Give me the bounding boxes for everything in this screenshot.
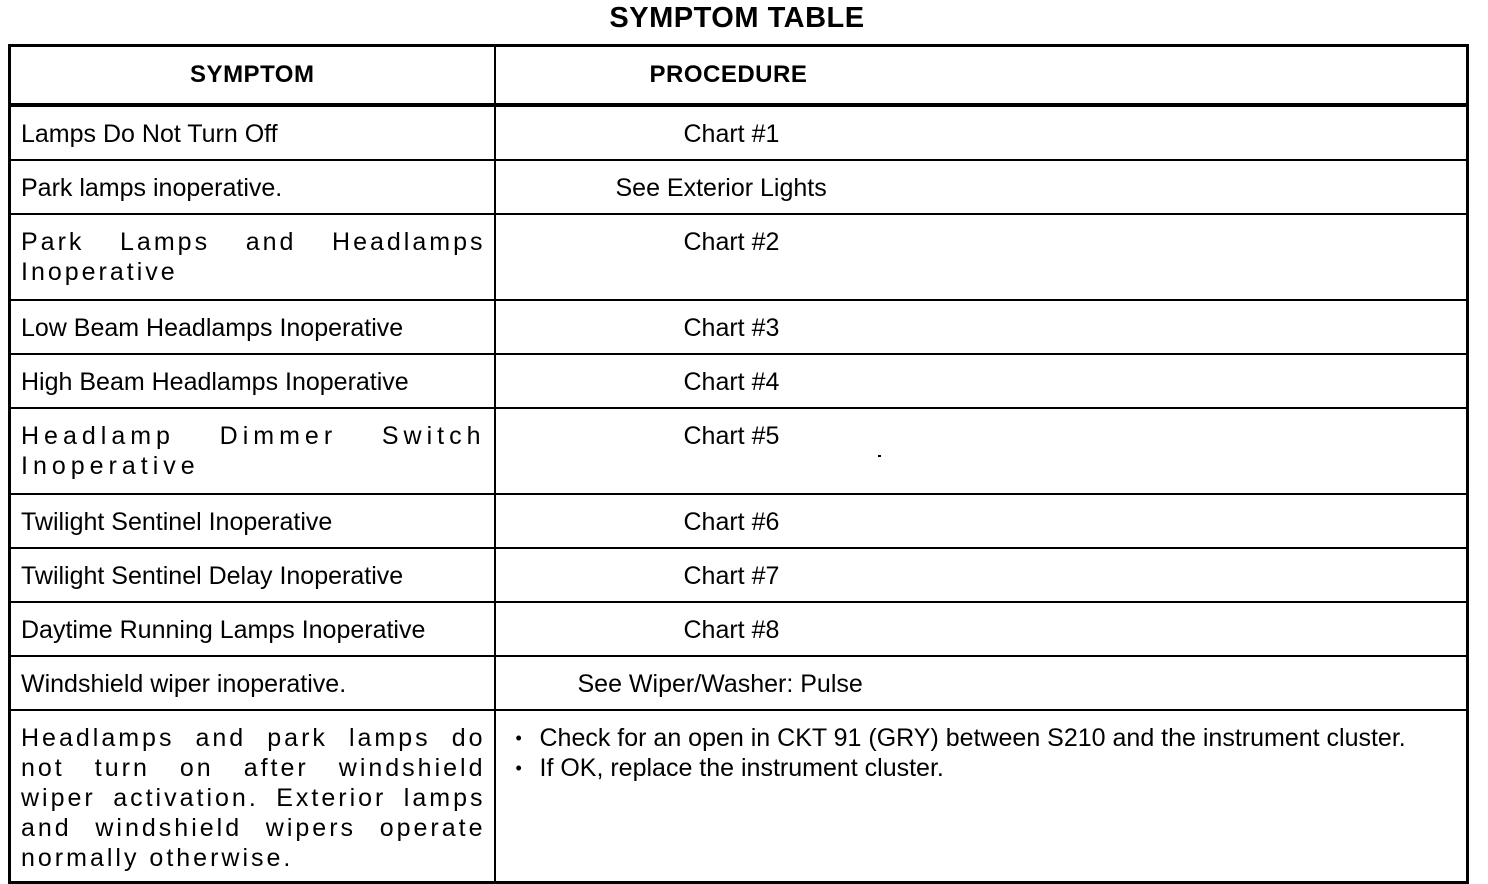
- table-row: [10, 656, 1468, 710]
- procedure-cell: Chart #4: [495, 354, 1468, 408]
- procedure-cell: Chart #8: [495, 602, 1468, 656]
- symptom-cell: Daytime Running Lamps Inoperative: [10, 602, 495, 656]
- page-title: SYMPTOM TABLE: [609, 2, 865, 34]
- procedure-text: Chart #5: [683, 422, 780, 450]
- procedure-cell: [495, 408, 1468, 494]
- table-row: [10, 494, 1468, 548]
- table-row: [10, 160, 1468, 214]
- table-row: [10, 710, 1468, 883]
- table-row: [10, 548, 1468, 602]
- table-row: [10, 408, 1468, 494]
- procedure-step: • Check for an open in CKT 91 (GRY) between S210 and the instrument cluster.: [540, 723, 1459, 753]
- symptom-cell: High Beam Headlamps Inoperative: [10, 354, 495, 408]
- symptom-cell: Park lamps inoperative.: [10, 160, 495, 214]
- symptom-cell: Twilight Sentinel Delay Inoperative: [10, 548, 495, 602]
- procedure-column-header: PROCEDURE: [495, 46, 1468, 106]
- procedure-step: • If OK, replace the instrument cluster.: [540, 753, 1459, 783]
- procedure-cell: Chart #2: [495, 214, 1468, 300]
- stray-mark: [878, 455, 881, 457]
- symptom-cell: Low Beam Headlamps Inoperative: [10, 300, 495, 354]
- procedure-cell: [495, 710, 1468, 883]
- symptom-cell: Lamps Do Not Turn Off: [10, 105, 495, 160]
- table-header-row: [10, 46, 1468, 106]
- procedure-cell: See Wiper/Washer: Pulse: [495, 656, 1468, 710]
- procedure-cell: Chart #6: [495, 494, 1468, 548]
- symptom-column-header: SYMPTOM: [10, 46, 495, 106]
- procedure-steps: [496, 723, 1459, 783]
- table-row: [10, 602, 1468, 656]
- procedure-cell: Chart #7: [495, 548, 1468, 602]
- table-row: [10, 300, 1468, 354]
- symptom-cell: Headlamps and park lamps do not turn on after windshield wiper activation. Exterior lamps and windshield wipers operate normally otherwise.: [10, 710, 495, 883]
- symptom-cell: Windshield wiper inoperative.: [10, 656, 495, 710]
- procedure-cell: See Exterior Lights: [495, 160, 1468, 214]
- symptom-cell: Park Lamps and Headlamps Inoperative: [10, 214, 495, 300]
- symptom-cell: Twilight Sentinel Inoperative: [10, 494, 495, 548]
- procedure-cell: Chart #1: [495, 105, 1468, 160]
- table-row: [10, 214, 1468, 300]
- table-row: [10, 354, 1468, 408]
- symptom-cell: Headlamp Dimmer Switch Inoperative: [10, 408, 495, 494]
- symptom-table: [8, 44, 1469, 884]
- procedure-cell: Chart #3: [495, 300, 1468, 354]
- table-row: [10, 105, 1468, 160]
